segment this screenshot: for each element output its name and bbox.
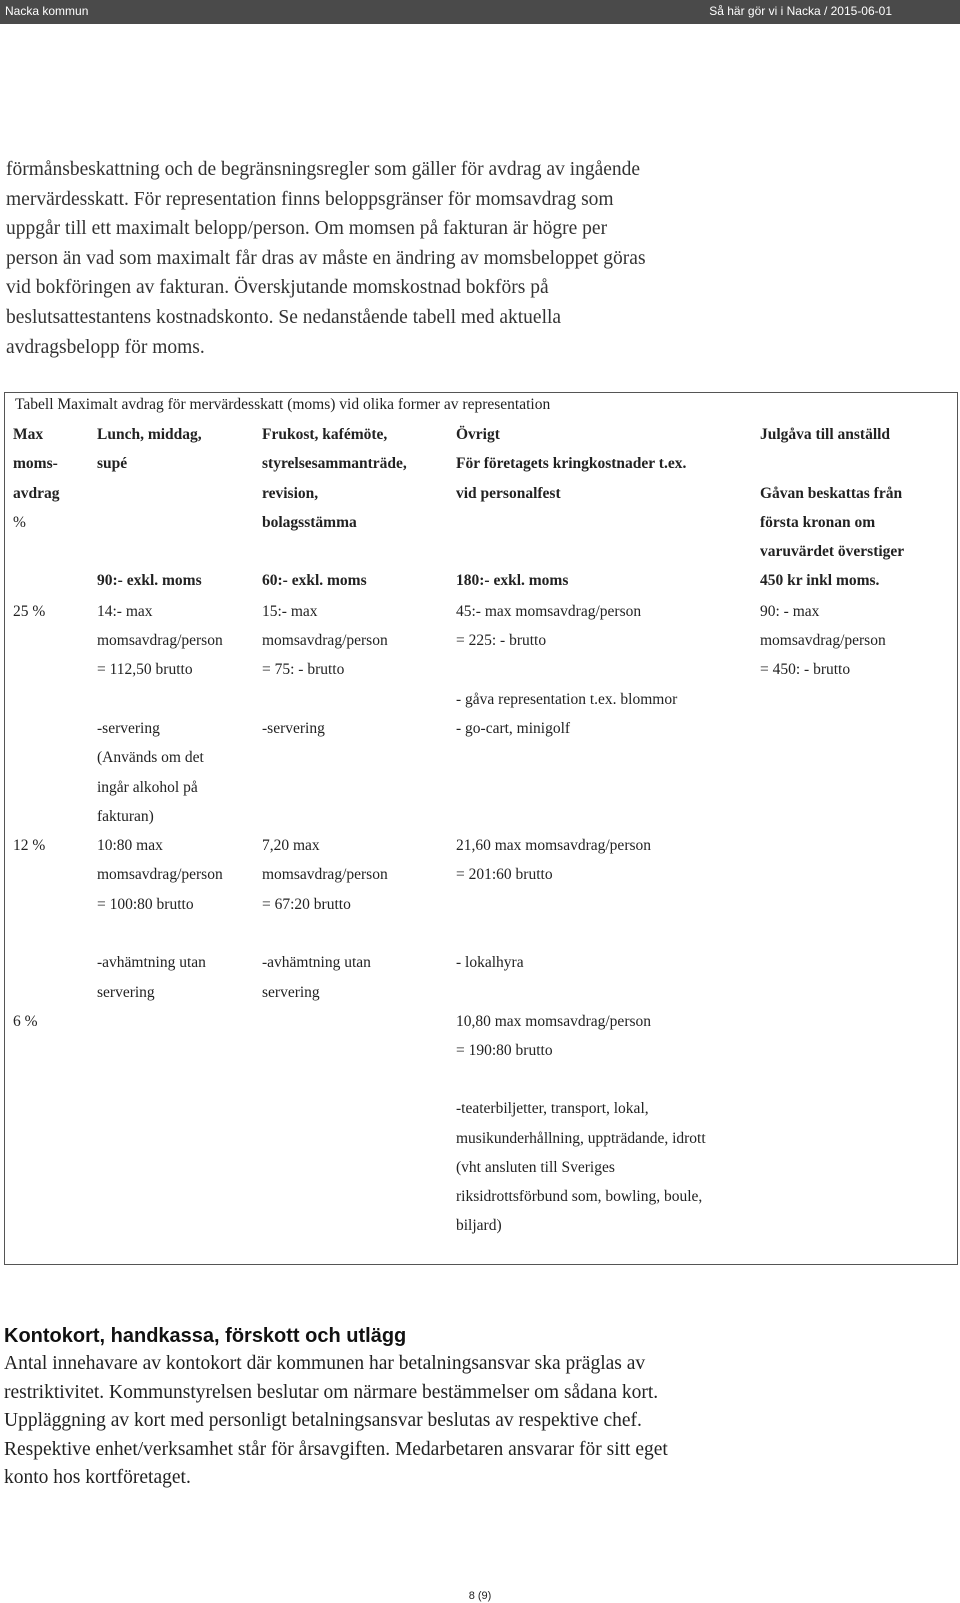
header-gift: 450 kr inkl moms. [760,572,880,589]
header-lunch: Lunch, middag, [97,426,202,443]
cell-text: = 100:80 brutto [97,896,194,913]
cell-text: momsavdrag/person [97,866,223,883]
cell-text: 7,20 max [262,837,320,854]
header-lunch: supé [97,455,128,472]
cell-text: 21,60 max momsavdrag/person [456,837,652,854]
header-max: % [13,514,26,531]
cell-text: fakturan) [97,808,154,825]
cell-text: 10:80 max [97,837,163,854]
page-header [0,0,960,24]
header-other: Övrigt [456,426,500,443]
cell-text: -servering [262,720,325,737]
cell-text: momsavdrag/person [760,632,886,649]
header-max: avdrag [13,485,60,502]
cell-text: = 75: - brutto [262,661,345,678]
intro-line: avdragsbelopp för moms. [6,336,205,358]
table-title: Tabell Maximalt avdrag för mervärdesskatt (moms) vid olika former av representation [15,396,551,413]
header-other: För företagets kringkostnader t.ex. [456,455,687,472]
cell-text: 10,80 max momsavdrag/person [456,1013,652,1030]
header-gift: första kronan om [760,514,876,531]
header-other: vid personalfest [456,485,561,502]
intro-line: förmånsbeskattning och de begränsningsregler som gäller för avdrag av ingående [6,159,641,180]
cell-text: riksidrottsförbund som, bowling, boule, [456,1188,703,1205]
header-breakfast-limit: 60:- exkl. moms [262,572,367,589]
vat-deduction-table [4,392,958,1265]
cell-text: = 67:20 brutto [262,896,351,913]
cell-text: = 112,50 brutto [97,661,193,678]
intro-line: vid bokföringen av fakturan. Överskjutande momskostnad bokförs på [6,277,549,299]
header-gift: Gåvan beskattas från [760,485,903,502]
cell-text: - go-cart, minigolf [456,720,571,737]
header-breakfast: revision, [262,485,319,502]
rate-25: 25 % [13,603,46,620]
section-line: restriktivitet. Kommunstyrelsen beslutar om närmare bestämmelser om sådana kort. [4,1381,659,1403]
cell-text: (Används om det [97,749,204,766]
rate-6: 6 % [13,1013,38,1030]
cell-text: momsavdrag/person [262,866,388,883]
intro-line: person än vad som maximalt får dras av måste en ändring av momsbeloppet göras [6,247,646,269]
cell-text: = 201:60 brutto [456,866,553,883]
cell-text: ingår alkohol på [97,779,198,796]
cell-text: - gåva representation t.ex. blommor [456,691,678,708]
header-breakfast: bolagsstämma [262,514,357,531]
header-org: Nacka kommun [5,4,89,18]
header-other-limit: 180:- exkl. moms [456,572,569,589]
section-line: konto hos kortföretaget. [4,1467,191,1488]
section-heading: Kontokort, handkassa, förskott och utlägg [4,1325,407,1347]
intro-line: mervärdesskatt. För representation finns beloppsgränser för momsavdrag som [6,188,614,210]
intro-paragraph [6,155,806,362]
cell-text: = 190:80 brutto [456,1042,553,1059]
cell-text: 90: - max [760,603,820,620]
intro-line: uppgår till ett maximalt belopp/person. Om momsen på fakturan är högre per [6,218,608,240]
page-number: 8 (9) [468,1590,492,1602]
header-breakfast: styrelsesammanträde, [262,455,407,472]
cell-text: 45:- max momsavdrag/person [456,603,642,620]
cell-text: -avhämtning utan [262,954,371,971]
cell-text: momsavdrag/person [262,632,388,649]
cell-text: servering [262,984,320,1001]
header-gift: varuvärdet överstiger [760,543,905,560]
intro-line: beslutsattestantens kostnadskonto. Se nedanstående tabell med aktuella [6,306,562,328]
header-breakfast: Frukost, kafémöte, [262,426,388,443]
section-line: Uppläggning av kort med personligt betalningsansvar beslutas av respektive chef. [4,1410,642,1431]
cell-text: -teaterbiljetter, transport, lokal, [456,1100,649,1117]
header-max: Max [13,426,44,443]
card-section [4,1322,904,1493]
rate-12: 12 % [13,837,46,854]
cell-text: = 225: - brutto [456,632,547,649]
section-line: Antal innehavare av kontokort där kommunen har betalningsansvar ska präglas av [4,1353,646,1374]
cell-text: - lokalhyra [456,954,524,971]
section-line: Respektive enhet/verksamhet står för årsavgiften. Medarbetaren ansvarar för sitt eget [4,1438,668,1460]
cell-text: -avhämtning utan [97,954,206,971]
cell-text: -servering [97,720,160,737]
cell-text: momsavdrag/person [97,632,223,649]
cell-text: = 450: - brutto [760,661,851,678]
cell-text: musikunderhållning, uppträdande, idrott [456,1130,706,1147]
cell-text: biljard) [456,1217,502,1234]
header-max: moms- [13,455,58,472]
header-gift: Julgåva till anställd [760,426,891,443]
cell-text: (vht ansluten till Sveriges [456,1159,615,1176]
cell-text: servering [97,984,155,1001]
header-doc-info: Så här gör vi i Nacka / 2015-06-01 [709,4,892,18]
header-lunch-limit: 90:- exkl. moms [97,572,202,589]
cell-text: 14:- max [97,603,153,620]
cell-text: 15:- max [262,603,318,620]
